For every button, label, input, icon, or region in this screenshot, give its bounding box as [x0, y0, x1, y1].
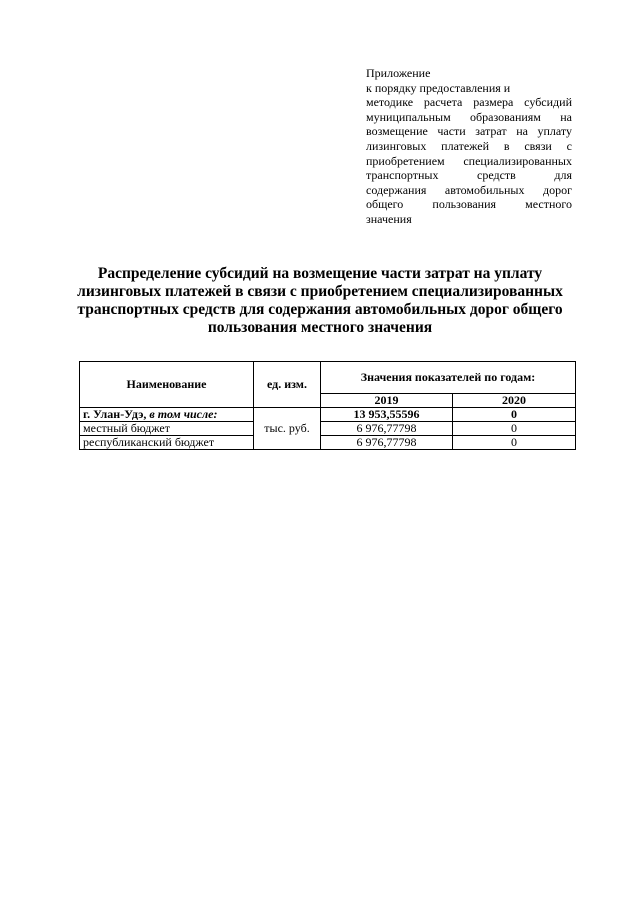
unit-cell: тыс. руб.	[254, 408, 321, 450]
appendix-line: к порядку предоставления и	[366, 80, 511, 95]
title-line: пользования местного значения	[207, 319, 433, 336]
header-name: Наименование	[80, 362, 254, 408]
header-year-2020: 2020	[453, 394, 576, 408]
value-2019: 6 976,77798	[321, 422, 453, 436]
title-line: лизинговых платежей в связи с приобретением специализированных	[77, 283, 563, 300]
value-2019: 6 976,77798	[321, 436, 453, 450]
document-title	[70, 265, 570, 337]
appendix-line: лизинговых платежей в связи с	[366, 138, 572, 153]
appendix-line: возмещение части затрат на уплату	[366, 124, 572, 139]
row-name: республиканский бюджет	[80, 436, 254, 450]
row-name-italic: в том числе:	[149, 407, 218, 421]
title-line: транспортных средств для содержания автомобильных дорог общего	[77, 301, 563, 318]
appendix-line: приобретением специализированных	[366, 153, 572, 168]
table-header-row	[80, 362, 576, 394]
table-row	[80, 422, 576, 436]
appendix-line: значения	[366, 211, 412, 226]
header-values-group: Значения показателей по годам:	[321, 362, 576, 394]
row-name: местный бюджет	[80, 422, 254, 436]
value-2020: 0	[453, 436, 576, 450]
table-row	[80, 436, 576, 450]
table-row	[80, 408, 576, 422]
appendix-line: муниципальным образованиям на	[366, 109, 572, 124]
subsidy-table	[79, 361, 576, 450]
appendix-header-block	[366, 66, 572, 227]
header-unit: ед. изм.	[254, 362, 321, 408]
row-name-text: г. Улан-Удэ,	[83, 407, 150, 421]
value-2020: 0	[453, 408, 576, 422]
row-name	[80, 408, 254, 422]
value-2020: 0	[453, 422, 576, 436]
value-2019: 13 953,55596	[321, 408, 453, 422]
appendix-line: содержания автомобильных дорог	[366, 182, 572, 197]
appendix-line: Приложение	[366, 66, 431, 80]
header-year-2019: 2019	[321, 394, 453, 408]
appendix-line: общего пользования местного	[366, 197, 572, 212]
title-line: Распределение субсидий на возмещение части затрат на уплату	[97, 265, 543, 282]
appendix-line: методике расчета размера субсидий	[366, 95, 572, 110]
appendix-line: транспортных средств для	[366, 168, 572, 183]
